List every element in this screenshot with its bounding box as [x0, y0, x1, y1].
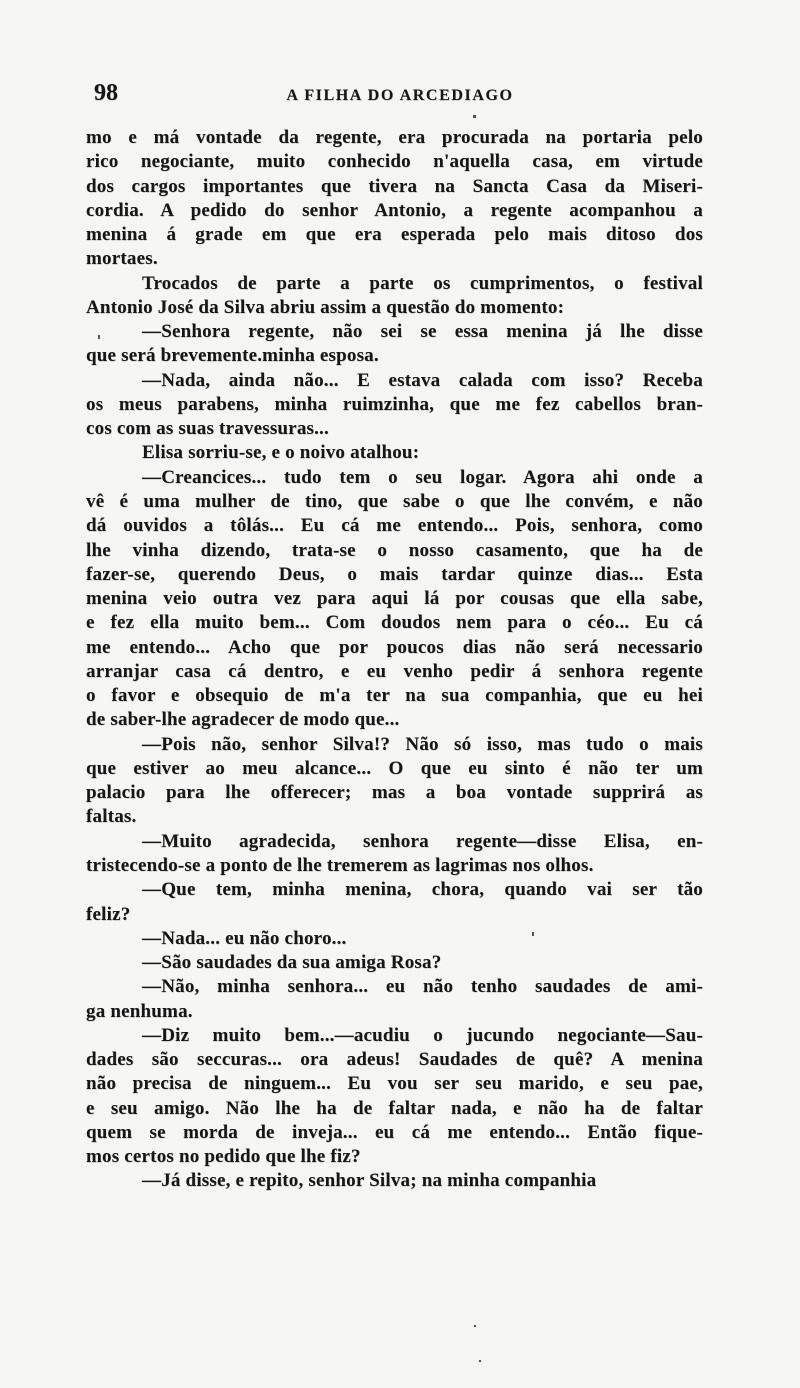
text-line: mo e má vontade da regente, era procurada na portaria pelo	[86, 127, 703, 148]
text-line: menina á grade em que era esperada pelo mais ditoso dos	[86, 224, 703, 246]
text-line: dades são seccuras... ora adeus! Saudades de quê? A menina	[86, 1049, 703, 1071]
text-line: faltas.	[86, 806, 137, 828]
scan-speck	[479, 1360, 481, 1362]
text-line: dos cargos importantes que tivera na Sancta Casa da Miseri-	[86, 175, 703, 197]
text-line: Trocados de parte a parte os cumprimentos, o festival	[142, 272, 703, 294]
text-line: quem se morda de inveja... eu cá me entendo... Então fique-	[86, 1121, 703, 1143]
text-line: que estiver ao meu alcance... O que eu sinto é não ter um	[86, 757, 703, 779]
text-line: menina veio outra vez para aqui lá por cousas que ella sabe,	[86, 588, 703, 610]
text-line: de saber-lhe agradecer de modo que...	[86, 709, 400, 731]
scan-speck	[532, 932, 534, 936]
text-line: —Diz muito bem...—acudiu o jucundo negociante—Sau-	[142, 1024, 703, 1046]
text-line: palacio para lhe offerecer; mas a boa vontade supprirá as	[86, 782, 703, 804]
text-line: e seu amigo. Não lhe ha de faltar nada, e não ha de faltar	[86, 1097, 703, 1119]
text-line: fazer-se, querendo Deus, o mais tardar quinze dias... Esta	[86, 563, 703, 585]
text-line: —Nada... eu não choro...	[142, 927, 347, 949]
text-line: cordia. A pedido do senhor Antonio, a regente acompanhou a	[86, 199, 703, 221]
text-line: dá ouvidos a tôlás... Eu cá me entendo... Pois, senhora, como	[86, 515, 703, 537]
text-line: —Creancices... tudo tem o seu logar. Agora ahi onde a	[142, 466, 703, 488]
page-header	[0, 82, 800, 108]
text-line: ga nenhuma.	[86, 1000, 193, 1022]
text-line: —Muito agradecida, senhora regente—disse Elisa, en-	[142, 830, 703, 852]
scan-speck	[474, 1325, 476, 1327]
page-number: 98	[94, 80, 118, 106]
text-line: lhe vinha dizendo, trata-se o nosso casamento, que ha de	[86, 539, 703, 561]
text-block	[86, 126, 703, 1194]
scan-speck	[473, 115, 476, 118]
text-line: —Que tem, minha menina, chora, quando vai ser tão	[142, 879, 703, 901]
text-line: e fez ella muito bem... Com doudos nem para o céo... Eu cá	[86, 612, 703, 634]
text-line: mos certos no pedido que lhe fiz?	[86, 1146, 361, 1168]
text-line: —Nada, ainda não... E estava calada com isso? Receba	[142, 369, 703, 391]
text-line: mortaes.	[86, 248, 158, 270]
text-line: o favor e obsequio de m'a ter na sua companhia, que eu hei	[86, 685, 703, 707]
scan-speck	[98, 335, 100, 339]
running-title: A FILHA DO ARCEDIAGO	[286, 87, 514, 104]
text-line: cos com as suas travessuras...	[86, 418, 329, 440]
text-line: me entendo... Acho que por poucos dias não será necessario	[86, 636, 703, 658]
text-line: tristecendo-se a ponto de lhe tremerem as lagrimas nos olhos.	[86, 854, 594, 876]
text-line: vê é uma mulher de tino, que sabe o que lhe convém, e não	[86, 490, 703, 512]
text-line: os meus parabens, minha ruimzinha, que me fez cabellos bran-	[86, 393, 703, 415]
text-line: —São saudades da sua amiga Rosa?	[142, 952, 442, 974]
text-line: feliz?	[86, 903, 131, 925]
text-line: rico negociante, muito conhecido n'aquella casa, em virtude	[86, 151, 703, 173]
text-line: —Já disse, e repito, senhor Silva; na minha companhia	[142, 1170, 597, 1192]
text-line: Elisa sorriu-se, e o noivo atalhou:	[142, 442, 420, 464]
text-line: —Pois não, senhor Silva!? Não só isso, mas tudo o mais	[142, 733, 703, 755]
text-line: que será brevemente.minha esposa.	[86, 345, 379, 367]
text-line: arranjar casa cá dentro, e eu venho pedir á senhora regente	[86, 660, 703, 682]
text-line: —Não, minha senhora... eu não tenho saudades de ami-	[142, 976, 703, 998]
text-line: Antonio José da Silva abriu assim a questão do momento:	[86, 296, 565, 318]
text-line: —Senhora regente, não sei se essa menina já lhe disse	[142, 321, 703, 343]
text-line: não precisa de ninguem... Eu vou ser seu marido, e seu pae,	[86, 1073, 703, 1095]
